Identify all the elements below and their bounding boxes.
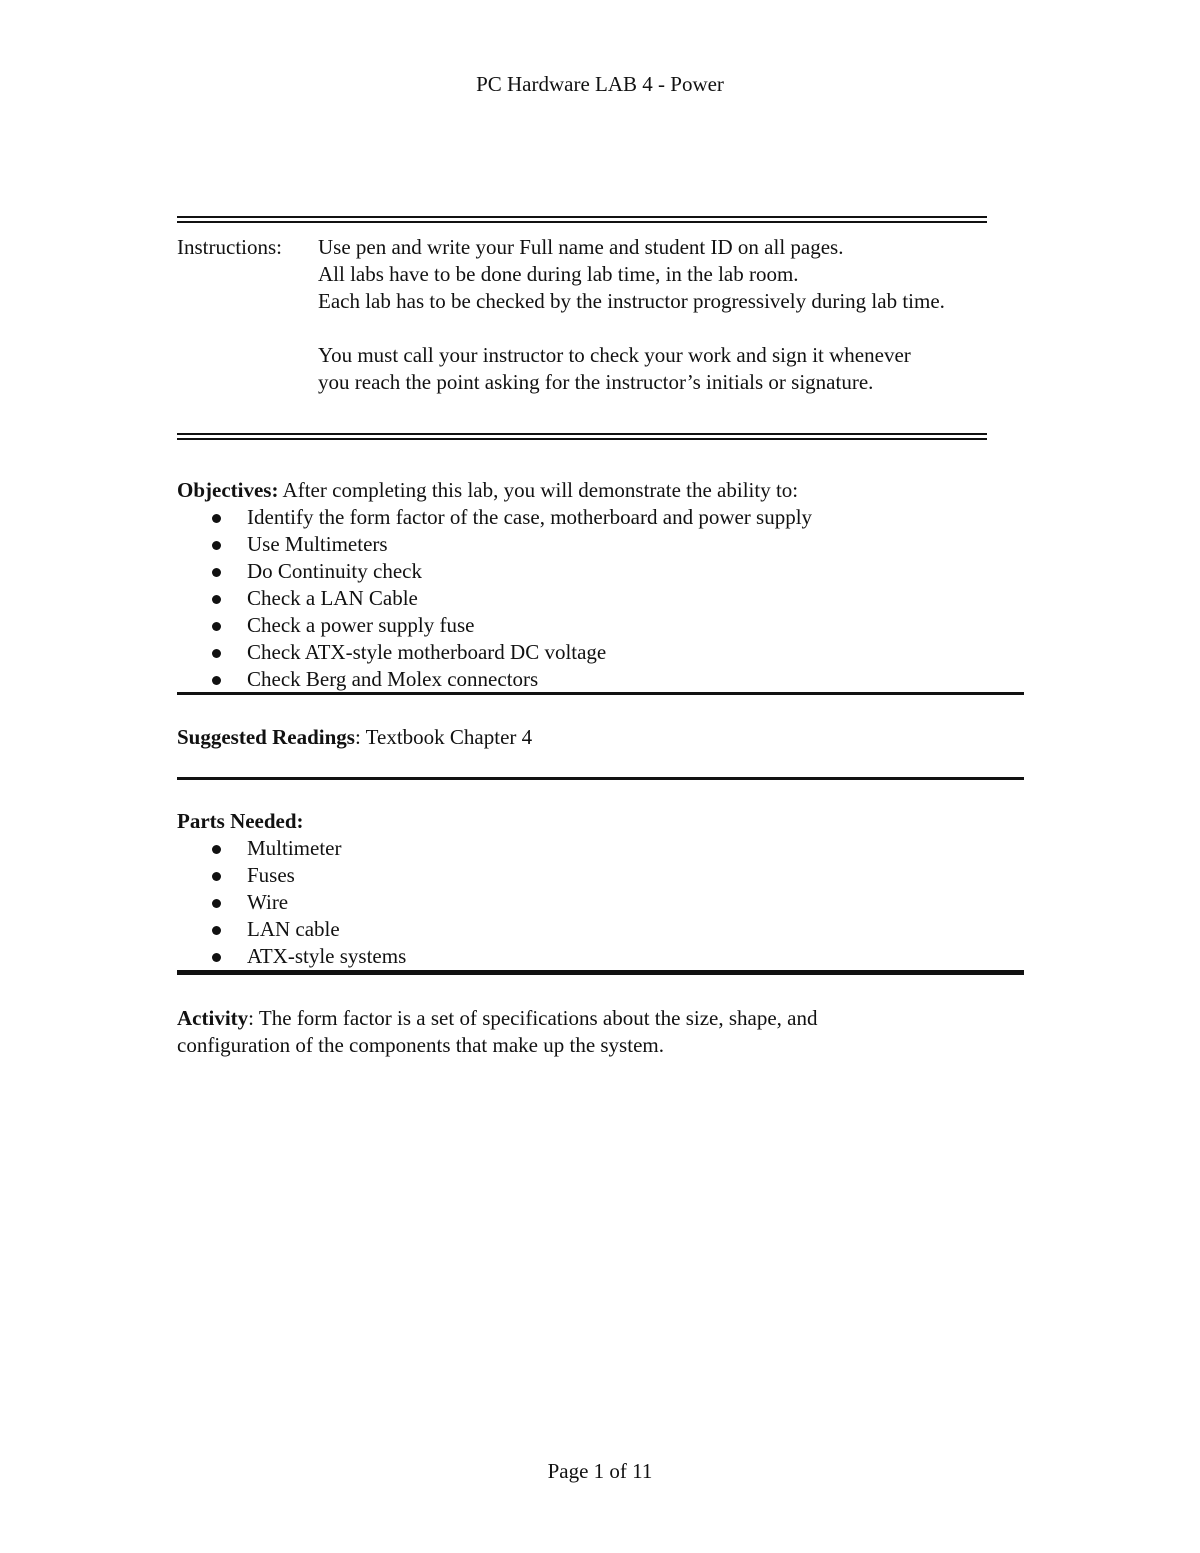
instructions-label: Instructions: — [177, 235, 282, 259]
list-item-text: Fuses — [247, 863, 295, 887]
instructions-note-line: You must call your instructor to check your work and sign it whenever — [318, 343, 911, 367]
list-item-text: Use Multimeters — [247, 532, 388, 556]
bullet-icon — [212, 541, 221, 550]
objectives-label: Objectives: — [177, 478, 279, 502]
readings-divider — [177, 777, 1024, 780]
bullet-icon — [212, 514, 221, 523]
list-item-text: Wire — [247, 890, 289, 914]
activity-line — [177, 1005, 818, 1032]
instructions-bottom-divider — [177, 433, 987, 440]
list-item — [210, 862, 406, 889]
list-item-text: Do Continuity check — [247, 559, 422, 583]
list-item-text: Check Berg and Molex connectors — [247, 667, 539, 691]
bullet-icon — [212, 568, 221, 577]
page-header-title: PC Hardware LAB 4 - Power — [476, 72, 724, 96]
readings-text: : Textbook Chapter 4 — [354, 725, 533, 749]
activity-label: Activity — [177, 1006, 249, 1030]
list-item — [210, 916, 406, 943]
list-item — [210, 504, 812, 531]
bullet-icon — [212, 845, 221, 854]
activity-paragraph — [177, 1005, 818, 1059]
instructions-line: All labs have to be done during lab time, in the lab room. — [318, 262, 799, 286]
list-item-text: Multimeter — [247, 836, 342, 860]
bullet-icon — [212, 595, 221, 604]
list-item-text: Check a power supply fuse — [247, 613, 475, 637]
list-item — [210, 558, 812, 585]
list-item — [210, 639, 812, 666]
list-item-text: Check a LAN Cable — [247, 586, 418, 610]
objectives-intro: After completing this lab, you will demonstrate the ability to: — [278, 478, 799, 502]
instructions-line: Use pen and write your Full name and student ID on all pages. — [318, 235, 844, 259]
parts-label: Parts Needed: — [177, 809, 304, 833]
list-item — [210, 835, 406, 862]
activity-line: configuration of the components that make up the system. — [177, 1033, 664, 1057]
bullet-icon — [212, 622, 221, 631]
list-item-text: Check ATX-style motherboard DC voltage — [247, 640, 607, 664]
objectives-list — [210, 504, 812, 693]
bullet-icon — [212, 676, 221, 685]
list-item-text: LAN cable — [247, 917, 340, 941]
objectives-divider — [177, 692, 1024, 695]
bullet-icon — [212, 953, 221, 962]
page-footer: Page 1 of 11 — [547, 1459, 653, 1483]
bullet-icon — [212, 926, 221, 935]
activity-text: : The form factor is a set of specifications about the size, shape, and — [248, 1006, 818, 1030]
readings-heading — [177, 724, 532, 751]
parts-heading — [177, 808, 304, 835]
list-item-text: Identify the form factor of the case, motherboard and power supply — [247, 505, 813, 529]
parts-divider — [177, 970, 1024, 975]
list-item — [210, 889, 406, 916]
list-item-text: ATX-style systems — [247, 944, 407, 968]
list-item — [210, 666, 812, 693]
instructions-line: Each lab has to be checked by the instructor progressively during lab time. — [318, 289, 945, 313]
bullet-icon — [212, 872, 221, 881]
list-item — [210, 531, 812, 558]
instructions-text — [318, 234, 1078, 396]
bullet-icon — [212, 649, 221, 658]
list-item — [210, 943, 406, 970]
readings-label: Suggested Readings — [177, 725, 355, 749]
instructions-note-line: you reach the point asking for the instructor’s initials or signature. — [318, 370, 874, 394]
objectives-heading — [177, 477, 798, 504]
parts-list — [210, 835, 406, 970]
bullet-icon — [212, 899, 221, 908]
instructions-spacer — [318, 315, 1078, 342]
list-item — [210, 585, 812, 612]
list-item — [210, 612, 812, 639]
instructions-top-divider — [177, 216, 987, 223]
